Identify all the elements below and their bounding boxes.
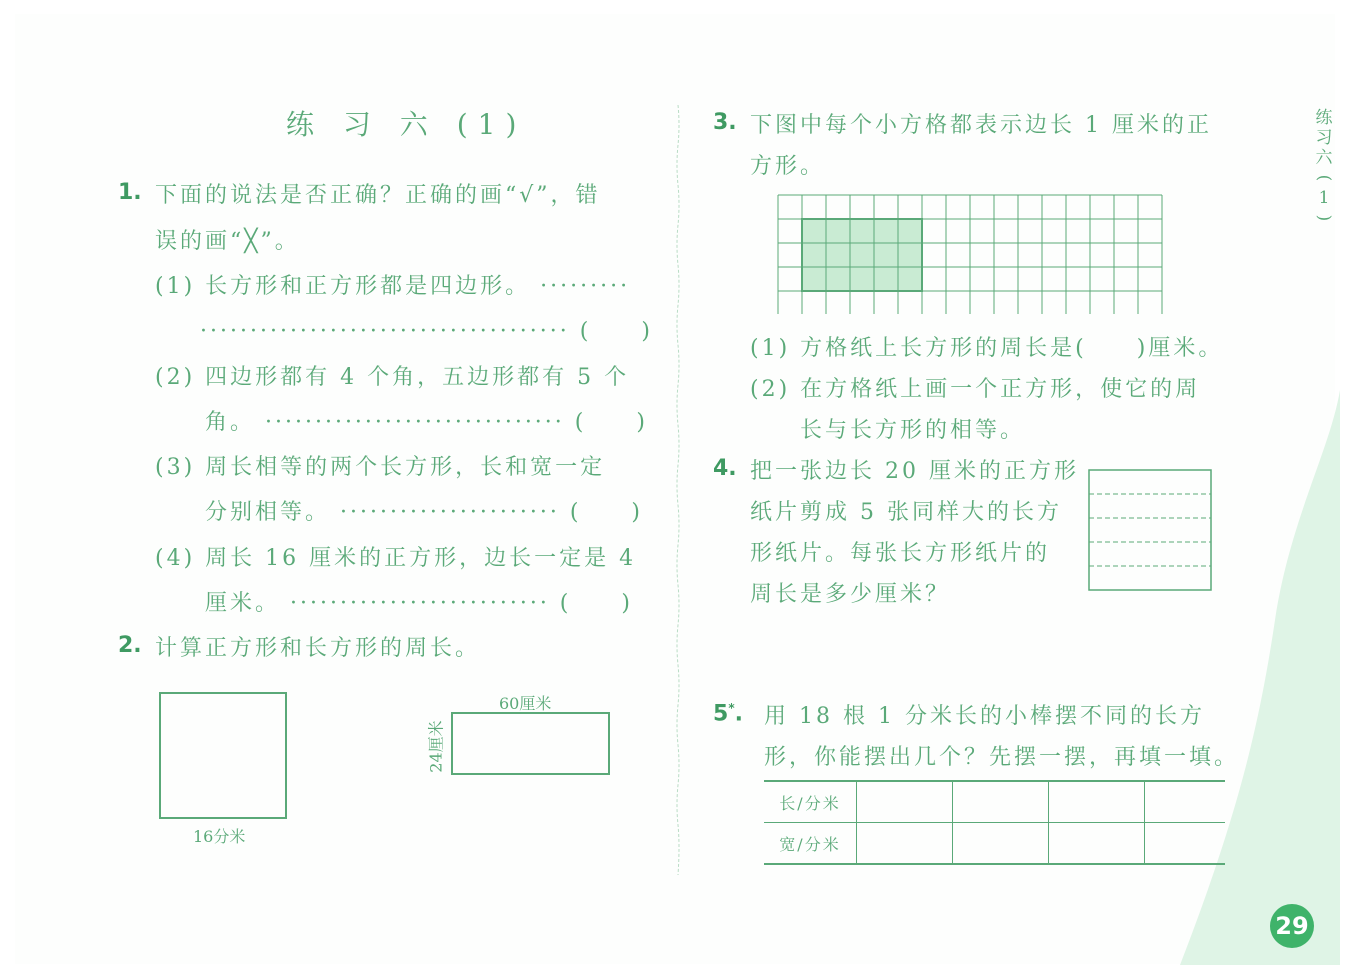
table-cell[interactable] bbox=[857, 781, 953, 823]
question-3-number: 3. bbox=[713, 110, 737, 135]
question-3-text-line2: 方形。 bbox=[750, 154, 826, 179]
square-side-label: 16分米 bbox=[193, 827, 246, 846]
answer-table bbox=[764, 780, 1225, 865]
question-1-item-4: (4) 周长 16 厘米的正方形，边长一定是 4 bbox=[155, 546, 637, 571]
question-4-number: 4. bbox=[713, 456, 737, 481]
question-1-item-1-answer[interactable]: ····································· ( ) bbox=[200, 319, 653, 344]
row-header-width: 宽/分米 bbox=[779, 834, 841, 854]
table-cell[interactable] bbox=[857, 823, 953, 865]
rectangle-shape bbox=[451, 712, 610, 775]
page-divider bbox=[676, 105, 680, 875]
question-1-number: 1. bbox=[118, 180, 142, 205]
table-row-length bbox=[764, 781, 1225, 823]
exercise-title: 练 习 六 (1) bbox=[286, 108, 527, 141]
question-1-item-2-answer[interactable]: 角。 ······························ ( ) bbox=[205, 410, 648, 435]
row-header-length: 长/分米 bbox=[764, 781, 857, 823]
table-row-width bbox=[764, 823, 1225, 865]
question-1-item-2: (2) 四边形都有 4 个角，五边形都有 5 个 bbox=[155, 365, 630, 390]
side-chapter-label: 练 习 六 ( 1 ) bbox=[1314, 108, 1334, 222]
table-cell[interactable] bbox=[1145, 823, 1225, 865]
question-1-text-line2: 误的画“╳”。 bbox=[155, 229, 300, 254]
question-4-line-4: 周长是多少厘米？ bbox=[750, 582, 951, 607]
question-2-number: 2. bbox=[118, 633, 142, 658]
grid-paper[interactable] bbox=[777, 194, 1163, 314]
question-3-sub-2-line2: 长与长方形的相等。 bbox=[800, 418, 1026, 443]
question-1-item-1: (1) 长方形和正方形都是四边形。 ········· bbox=[155, 274, 631, 299]
table-cell[interactable] bbox=[1049, 823, 1145, 865]
question-4-line-3: 形纸片。每张长方形纸片的 bbox=[750, 541, 1051, 566]
question-2-text: 计算正方形和长方形的周长。 bbox=[155, 636, 481, 661]
question-5-number: 5*. bbox=[713, 701, 743, 727]
question-4-line-2: 纸片剪成 5 张同样大的长方 bbox=[750, 500, 1062, 525]
question-3-sub-2-line1: (2) 在方格纸上画一个正方形，使它的周 bbox=[750, 377, 1201, 402]
question-5-text-line2: 形，你能摆出几个？先摆一摆，再填一填。 bbox=[764, 745, 1240, 770]
question-3-sub-1: (1) 方格纸上长方形的周长是( )厘米。 bbox=[750, 336, 1224, 361]
cut-paper-figure bbox=[1088, 469, 1212, 591]
rectangle-width-label: 24厘米 bbox=[426, 720, 446, 773]
question-1-item-4-answer[interactable]: 厘米。 ·························· ( ) bbox=[205, 591, 633, 616]
question-5-star: * bbox=[728, 701, 735, 715]
rectangle-length-label: 60厘米 bbox=[499, 694, 552, 713]
page-number: 29 bbox=[1270, 904, 1314, 948]
grid-rectangle bbox=[802, 219, 922, 291]
table-cell[interactable] bbox=[1049, 781, 1145, 823]
table-cell[interactable] bbox=[1145, 781, 1225, 823]
question-1-item-3: (3) 周长相等的两个长方形，长和宽一定 bbox=[155, 455, 606, 480]
question-1-text-line1: 下面的说法是否正确？正确的画“√”，错 bbox=[155, 183, 601, 208]
question-4-line-1: 把一张边长 20 厘米的正方形 bbox=[750, 459, 1079, 484]
square-shape bbox=[159, 692, 287, 819]
question-5-text-line1: 用 18 根 1 分米长的小棒摆不同的长方 bbox=[764, 704, 1205, 729]
table-cell[interactable] bbox=[953, 781, 1049, 823]
question-1-item-3-answer[interactable]: 分别相等。 ······················ ( ) bbox=[205, 500, 644, 525]
table-cell[interactable] bbox=[953, 823, 1049, 865]
question-3-text-line1: 下图中每个小方格都表示边长 1 厘米的正 bbox=[750, 113, 1212, 138]
